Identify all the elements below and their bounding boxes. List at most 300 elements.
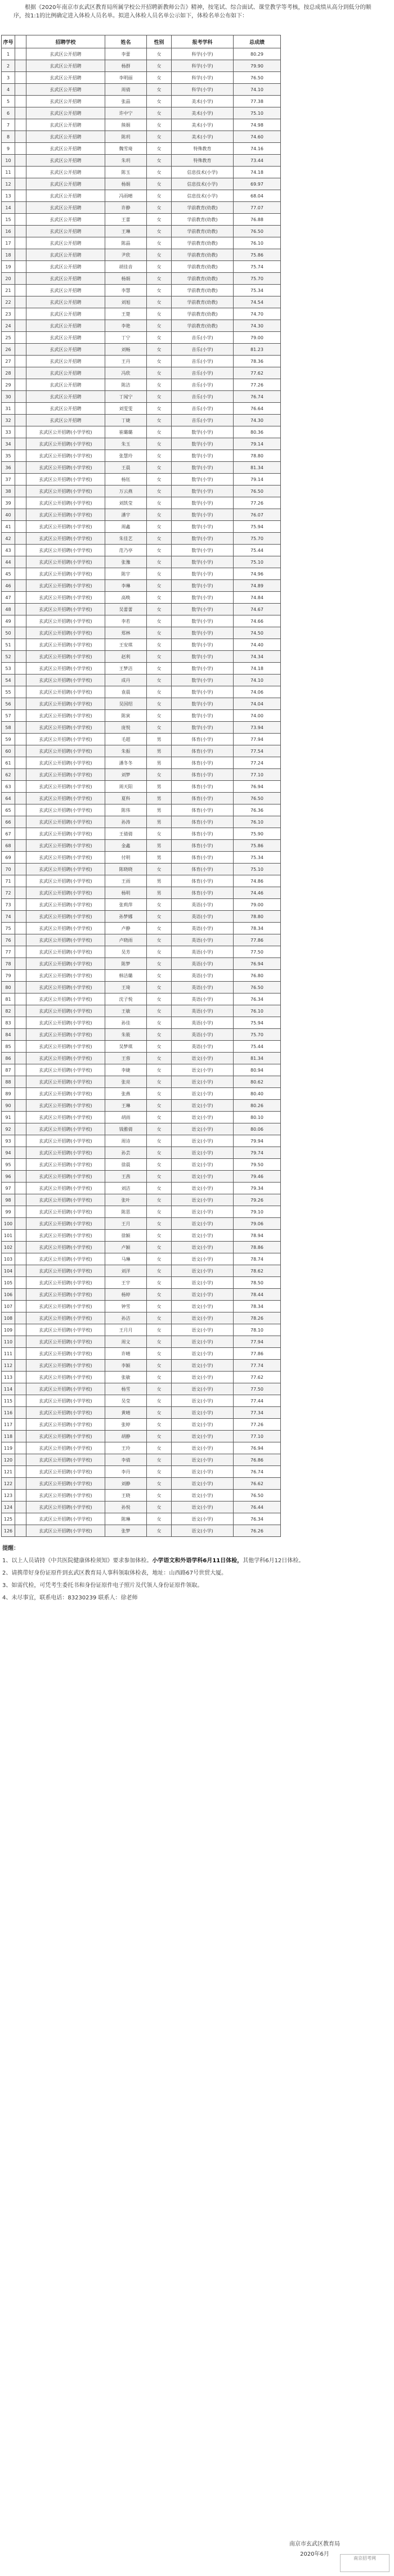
cell-name: 熊娟: [105, 119, 147, 131]
cell-score: 77.50: [234, 946, 281, 958]
cell-name: 卢静: [105, 923, 147, 934]
cell-subject: 科学(小学): [172, 60, 234, 72]
table-row: [2, 1383, 393, 1395]
cell-subject: 英语(小学): [172, 946, 234, 958]
table-row: [2, 887, 393, 899]
cell-school: 玄武区公开招聘: [26, 190, 105, 202]
cell-school: 玄武区公开招聘: [26, 332, 105, 344]
cell-sex: 女: [147, 1513, 172, 1525]
cell-subject: 数学(小学): [172, 521, 234, 533]
cell-spacer: [281, 320, 393, 332]
table-row: [2, 1100, 393, 1112]
cell-subject: 语文(小学): [172, 1395, 234, 1407]
table-row: [2, 627, 393, 639]
cell-name: 毛超: [105, 734, 147, 745]
cell-name: 徐晨: [105, 1159, 147, 1171]
table-row: [2, 521, 393, 533]
cell-no: 103: [2, 1253, 15, 1265]
cell-sex: 女: [147, 651, 172, 663]
cell-no: 83: [2, 1017, 15, 1029]
cell-spacer: [281, 1194, 393, 1206]
cell-no: 57: [2, 710, 15, 722]
cell-name: 陈晓晓: [105, 864, 147, 875]
cell-subject: 学前教育(幼教): [172, 273, 234, 285]
cell-school: 玄武区公开招聘: [26, 131, 105, 143]
cell-name: 王楚: [105, 308, 147, 320]
cell-no: 16: [2, 226, 15, 237]
cell-spacer: [281, 1360, 393, 1372]
cell-score: 75.10: [234, 556, 281, 568]
cell-name: 张敏: [105, 1372, 147, 1383]
table-row: [2, 1348, 393, 1360]
cell-score: 77.07: [234, 202, 281, 214]
cell-spacer: [281, 285, 393, 296]
cell-subject: 体育(小学): [172, 781, 234, 793]
table-row: [2, 1525, 393, 1537]
cell-gap: [15, 48, 26, 60]
cell-subject: 语文(小学): [172, 1253, 234, 1265]
cell-subject: 体育(小学): [172, 864, 234, 875]
cell-school: 玄武区公开招聘(小学学校): [26, 627, 105, 639]
cell-school: 玄武区公开招聘(小学学校): [26, 1312, 105, 1324]
cell-gap: [15, 722, 26, 734]
cell-school: 玄武区公开招聘: [26, 202, 105, 214]
table-row: [2, 1265, 393, 1277]
cell-name: 王琳: [105, 1100, 147, 1112]
cell-name: 陈宇: [105, 568, 147, 580]
cell-sex: 女: [147, 1088, 172, 1100]
cell-subject: 数学(小学): [172, 462, 234, 474]
cell-sex: 女: [147, 710, 172, 722]
cell-subject: 体育(小学): [172, 887, 234, 899]
cell-gap: [15, 190, 26, 202]
cell-subject: 语文(小学): [172, 1171, 234, 1183]
cell-gap: [15, 285, 26, 296]
table-row: [2, 1395, 393, 1407]
cell-school: 玄武区公开招聘(小学学校): [26, 1230, 105, 1242]
cell-name: 高唤: [105, 592, 147, 604]
cell-spacer: [281, 580, 393, 592]
cell-gap: [15, 1407, 26, 1419]
cell-sex: 女: [147, 391, 172, 403]
cell-name: 王晓: [105, 1490, 147, 1501]
cell-gap: [15, 923, 26, 934]
cell-no: 82: [2, 1005, 15, 1017]
cell-gap: [15, 1478, 26, 1490]
cell-score: 77.74: [234, 1360, 281, 1372]
cell-name: 许静: [105, 202, 147, 214]
cell-subject: 英语(小学): [172, 970, 234, 982]
cell-school: 玄武区公开招聘(小学学校): [26, 1123, 105, 1135]
table-row: [2, 379, 393, 391]
cell-spacer: [281, 675, 393, 686]
cell-subject: 数学(小学): [172, 639, 234, 651]
cell-school: 玄武区公开招聘(小学学校): [26, 1112, 105, 1123]
cell-school: 玄武区公开招聘(小学学校): [26, 958, 105, 970]
cell-name: 李蕾: [105, 48, 147, 60]
cell-name: 王安琪: [105, 639, 147, 651]
cell-subject: 语文(小学): [172, 1324, 234, 1336]
cell-sex: 女: [147, 1490, 172, 1501]
cell-spacer: [281, 545, 393, 556]
cell-score: 75.10: [234, 107, 281, 119]
cell-spacer: [281, 1265, 393, 1277]
cell-gap: [15, 367, 26, 379]
table-row: [2, 533, 393, 545]
cell-sex: 男: [147, 887, 172, 899]
cell-subject: 科学(小学): [172, 84, 234, 96]
cell-subject: 语文(小学): [172, 1312, 234, 1324]
cell-school: 玄武区公开招聘(小学学校): [26, 1076, 105, 1088]
cell-school: 玄武区公开招聘(小学学校): [26, 757, 105, 769]
cell-score: 74.89: [234, 580, 281, 592]
cell-subject: 数学(小学): [172, 426, 234, 438]
cell-spacer: [281, 781, 393, 793]
cell-subject: 语文(小学): [172, 1501, 234, 1513]
cell-score: 74.67: [234, 604, 281, 615]
cell-no: 78: [2, 958, 15, 970]
header-name: 姓名: [105, 35, 147, 48]
cell-spacer: [281, 1076, 393, 1088]
cell-subject: 美术(小学): [172, 96, 234, 107]
cell-score: 73.44: [234, 155, 281, 167]
cell-no: 88: [2, 1076, 15, 1088]
cell-school: 玄武区公开招聘(小学学校): [26, 875, 105, 887]
cell-score: 74.00: [234, 710, 281, 722]
cell-school: 玄武区公开招聘: [26, 367, 105, 379]
table-row: [2, 320, 393, 332]
cell-school: 玄武区公开招聘: [26, 167, 105, 178]
cell-subject: 音乐(小学): [172, 379, 234, 391]
table-row: [2, 1312, 393, 1324]
cell-gap: [15, 1525, 26, 1537]
cell-gap: [15, 226, 26, 237]
cell-school: 玄武区公开招聘(小学学校): [26, 982, 105, 993]
cell-score: 78.34: [234, 923, 281, 934]
cell-no: 27: [2, 356, 15, 367]
cell-subject: 音乐(小学): [172, 332, 234, 344]
table-row: [2, 1135, 393, 1147]
cell-no: 92: [2, 1123, 15, 1135]
cell-gap: [15, 1194, 26, 1206]
cell-subject: 学前教育(幼教): [172, 202, 234, 214]
cell-spacer: [281, 497, 393, 509]
cell-no: 31: [2, 403, 15, 415]
cell-gap: [15, 320, 26, 332]
cell-no: 112: [2, 1360, 15, 1372]
cell-name: 李婕: [105, 1064, 147, 1076]
cell-no: 22: [2, 296, 15, 308]
cell-sex: 女: [147, 320, 172, 332]
cell-name: 李丹: [105, 1466, 147, 1478]
cell-gap: [15, 545, 26, 556]
cell-gap: [15, 899, 26, 911]
cell-spacer: [281, 48, 393, 60]
cell-spacer: [281, 1289, 393, 1301]
cell-school: 玄武区公开招聘(小学学校): [26, 1490, 105, 1501]
cell-gap: [15, 592, 26, 604]
cell-sex: 女: [147, 1478, 172, 1490]
table-row: [2, 273, 393, 285]
table-row: [2, 107, 393, 119]
cell-school: 玄武区公开招聘(小学学校): [26, 1478, 105, 1490]
cell-spacer: [281, 627, 393, 639]
cell-school: 玄武区公开招聘(小学学校): [26, 462, 105, 474]
notes-heading: 提醒：: [2, 1545, 19, 1552]
cell-subject: 语文(小学): [172, 1147, 234, 1159]
cell-spacer: [281, 356, 393, 367]
cell-spacer: [281, 1336, 393, 1348]
table-row: [2, 237, 393, 249]
cell-no: 53: [2, 663, 15, 675]
cell-name: 王倩倩: [105, 828, 147, 840]
cell-score: 76.50: [234, 485, 281, 497]
cell-no: 89: [2, 1088, 15, 1100]
cell-name: 杨雪: [105, 1383, 147, 1395]
cell-spacer: [281, 1478, 393, 1490]
cell-subject: 数学(小学): [172, 663, 234, 675]
cell-sex: 女: [147, 48, 172, 60]
cell-sex: 女: [147, 1431, 172, 1442]
cell-no: 99: [2, 1206, 15, 1218]
cell-sex: 女: [147, 178, 172, 190]
cell-sex: 女: [147, 1265, 172, 1277]
cell-score: 76.26: [234, 1525, 281, 1537]
cell-spacer: [281, 1513, 393, 1525]
cell-spacer: [281, 1159, 393, 1171]
cell-gap: [15, 745, 26, 757]
table-row: [2, 663, 393, 675]
cell-no: 58: [2, 722, 15, 734]
header-subject: 报考学科: [172, 35, 234, 48]
table-row: [2, 1501, 393, 1513]
table-row: [2, 1053, 393, 1064]
cell-no: 84: [2, 1029, 15, 1041]
cell-no: 122: [2, 1478, 15, 1490]
cell-spacer: [281, 521, 393, 533]
cell-name: 袁晨: [105, 686, 147, 698]
cell-spacer: [281, 970, 393, 982]
cell-no: 39: [2, 497, 15, 509]
cell-subject: 学前教育(幼教): [172, 214, 234, 226]
cell-sex: 女: [147, 1183, 172, 1194]
cell-school: 玄武区公开招聘: [26, 107, 105, 119]
cell-name: 陈玉: [105, 167, 147, 178]
cell-school: 玄武区公开招聘: [26, 320, 105, 332]
cell-gap: [15, 982, 26, 993]
cell-gap: [15, 604, 26, 615]
note-item-4: 4、未尽事宜，联系电话：83230239 联系人：徐老师: [2, 1595, 138, 1601]
cell-subject: 学前教育(幼教): [172, 308, 234, 320]
cell-spacer: [281, 1029, 393, 1041]
cell-school: 玄武区公开招聘(小学学校): [26, 675, 105, 686]
cell-gap: [15, 651, 26, 663]
cell-subject: 语文(小学): [172, 1525, 234, 1537]
cell-score: 75.70: [234, 273, 281, 285]
cell-name: 刘畅: [105, 344, 147, 356]
table-row: [2, 1171, 393, 1183]
table-row: [2, 734, 393, 745]
cell-no: 12: [2, 178, 15, 190]
cell-subject: 数学(小学): [172, 545, 234, 556]
cell-gap: [15, 1312, 26, 1324]
cell-school: 玄武区公开招聘(小学学校): [26, 1194, 105, 1206]
table-row: [2, 816, 393, 828]
cell-score: 74.70: [234, 308, 281, 320]
cell-school: 玄武区公开招聘: [26, 72, 105, 84]
cell-school: 玄武区公开招聘: [26, 84, 105, 96]
table-row: [2, 793, 393, 804]
cell-subject: 数学(小学): [172, 710, 234, 722]
cell-spacer: [281, 1183, 393, 1194]
cell-score: 79.10: [234, 1206, 281, 1218]
cell-spacer: [281, 1525, 393, 1537]
cell-no: 101: [2, 1230, 15, 1242]
cell-sex: 女: [147, 545, 172, 556]
cell-sex: 女: [147, 675, 172, 686]
cell-gap: [15, 1100, 26, 1112]
cell-name: 潘宇: [105, 509, 147, 521]
cell-spacer: [281, 651, 393, 663]
cell-score: 79.46: [234, 1171, 281, 1183]
cell-sex: 女: [147, 84, 172, 96]
cell-gap: [15, 1064, 26, 1076]
cell-school: 玄武区公开招聘: [26, 155, 105, 167]
cell-name: 刘洋: [105, 1265, 147, 1277]
cell-sex: 女: [147, 533, 172, 545]
cell-name: 孙梦娜: [105, 911, 147, 923]
cell-spacer: [281, 1005, 393, 1017]
cell-school: 玄武区公开招聘(小学学校): [26, 1100, 105, 1112]
cell-subject: 体育(小学): [172, 840, 234, 852]
note-item-1: [2, 1555, 392, 1567]
cell-score: 76.10: [234, 1005, 281, 1017]
cell-gap: [15, 1395, 26, 1407]
cell-spacer: [281, 1135, 393, 1147]
cell-score: 77.62: [234, 1372, 281, 1383]
cell-spacer: [281, 604, 393, 615]
cell-name: 张慧玲: [105, 450, 147, 462]
cell-gap: [15, 155, 26, 167]
table-row: [2, 911, 393, 923]
cell-spacer: [281, 273, 393, 285]
cell-no: 119: [2, 1442, 15, 1454]
cell-gap: [15, 840, 26, 852]
table-row: [2, 332, 393, 344]
table-row: [2, 1076, 393, 1088]
cell-sex: 女: [147, 580, 172, 592]
cell-gap: [15, 1171, 26, 1183]
cell-subject: 信息技术(小学): [172, 178, 234, 190]
cell-score: 81.34: [234, 1053, 281, 1064]
cell-subject: 科学(小学): [172, 72, 234, 84]
cell-name: 杨婷: [105, 1289, 147, 1301]
cell-sex: 女: [147, 604, 172, 615]
cell-sex: 女: [147, 1383, 172, 1395]
table-row: [2, 769, 393, 781]
cell-spacer: [281, 249, 393, 261]
cell-school: 玄武区公开招聘(小学学校): [26, 592, 105, 604]
cell-name: 王琦: [105, 982, 147, 993]
cell-sex: 女: [147, 1253, 172, 1265]
cell-score: 78.26: [234, 1312, 281, 1324]
cell-no: 42: [2, 533, 15, 545]
cell-name: 崔璐璐: [105, 426, 147, 438]
cell-score: 76.74: [234, 1466, 281, 1478]
cell-no: 109: [2, 1324, 15, 1336]
cell-no: 21: [2, 285, 15, 296]
cell-no: 25: [2, 332, 15, 344]
table-body: [2, 48, 393, 1537]
table-row: [2, 296, 393, 308]
cell-school: 玄武区公开招聘(小学学校): [26, 497, 105, 509]
cell-gap: [15, 261, 26, 273]
cell-no: 35: [2, 450, 15, 462]
cell-subject: 英语(小学): [172, 1029, 234, 1041]
cell-gap: [15, 580, 26, 592]
cell-no: 87: [2, 1064, 15, 1076]
cell-score: 78.80: [234, 911, 281, 923]
cell-gap: [15, 426, 26, 438]
cell-sex: 女: [147, 1230, 172, 1242]
cell-name: 刘旭: [105, 296, 147, 308]
cell-school: 玄武区公开招聘: [26, 391, 105, 403]
cell-no: 48: [2, 604, 15, 615]
cell-gap: [15, 344, 26, 356]
table-row: [2, 781, 393, 793]
cell-no: 3: [2, 72, 15, 84]
cell-no: 114: [2, 1383, 15, 1395]
cell-sex: 女: [147, 367, 172, 379]
cell-spacer: [281, 509, 393, 521]
cell-gap: [15, 804, 26, 816]
cell-name: 丁闻宁: [105, 391, 147, 403]
cell-spacer: [281, 155, 393, 167]
cell-subject: 数学(小学): [172, 698, 234, 710]
cell-spacer: [281, 60, 393, 72]
cell-no: 81: [2, 993, 15, 1005]
cell-spacer: [281, 698, 393, 710]
cell-school: 玄武区公开招聘(小学学校): [26, 485, 105, 497]
cell-score: 74.16: [234, 143, 281, 155]
cell-name: 刘雯雯: [105, 403, 147, 415]
cell-sex: 女: [147, 332, 172, 344]
cell-no: 11: [2, 167, 15, 178]
cell-sex: 女: [147, 1076, 172, 1088]
cell-sex: 女: [147, 485, 172, 497]
cell-subject: 体育(小学): [172, 793, 234, 804]
cell-subject: 学前教育(幼教): [172, 296, 234, 308]
cell-score: 78.50: [234, 1277, 281, 1289]
cell-school: 玄武区公开招聘: [26, 48, 105, 60]
cell-no: 115: [2, 1395, 15, 1407]
cell-gap: [15, 875, 26, 887]
cell-sex: 女: [147, 119, 172, 131]
cell-score: 77.34: [234, 1407, 281, 1419]
cell-school: 玄武区公开招聘(小学学校): [26, 1005, 105, 1017]
cell-gap: [15, 556, 26, 568]
table-row: [2, 675, 393, 686]
cell-name: 钱雅倩: [105, 1123, 147, 1135]
cell-school: 玄武区公开招聘(小学学校): [26, 509, 105, 521]
cell-gap: [15, 757, 26, 769]
cell-spacer: [281, 899, 393, 911]
cell-name: 朱佳艺: [105, 533, 147, 545]
cell-name: 张婷: [105, 1419, 147, 1431]
cell-no: 70: [2, 864, 15, 875]
cell-school: 玄武区公开招聘(小学学校): [26, 1324, 105, 1336]
cell-no: 79: [2, 970, 15, 982]
